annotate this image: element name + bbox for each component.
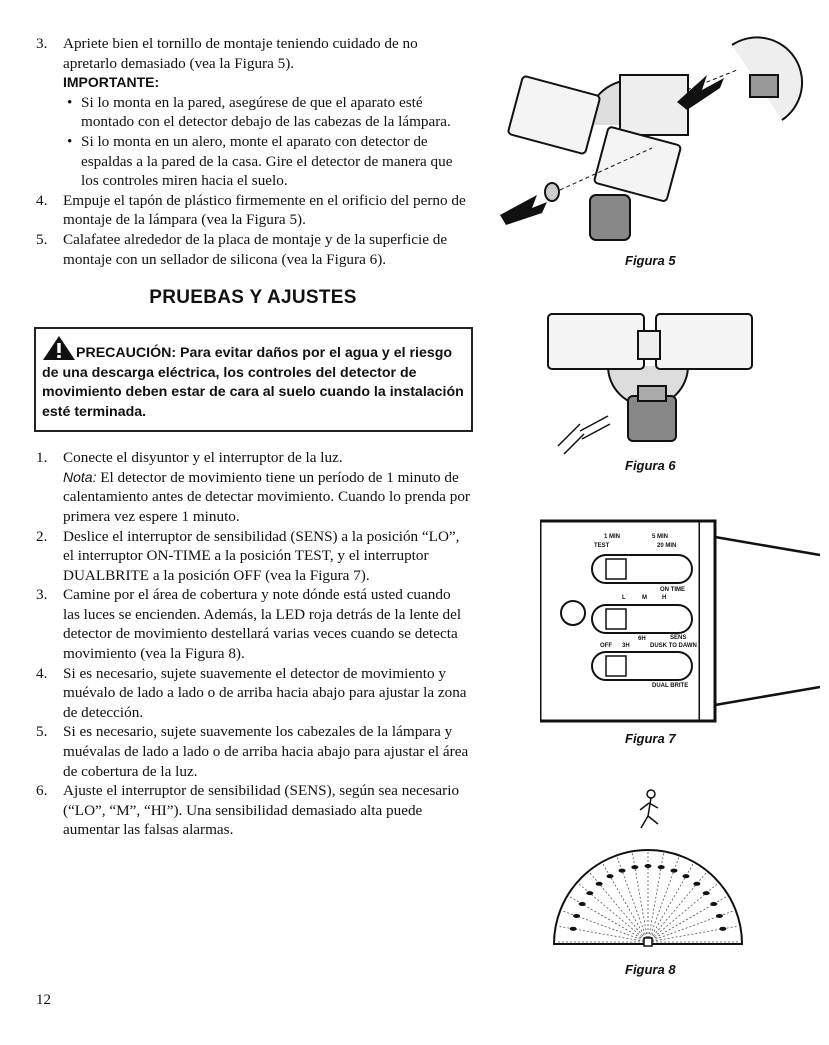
step-text: Apriete bien el tornillo de montaje teniendo cuidado de no apretarlo demasiado (vea la Figura 5). [63, 35, 418, 72]
footprint [658, 865, 665, 869]
figure-7-caption: Figura 7 [625, 731, 676, 746]
footprint [710, 902, 717, 906]
text-column [36, 34, 470, 840]
walking-person-icon [640, 790, 658, 828]
steps-b [36, 448, 470, 840]
important-label: IMPORTANTE: [63, 74, 160, 91]
footprint [570, 927, 577, 931]
step-b-2: 2. Deslice el interruptor de sensibilidad (SENS) a la posición “LO”, el interruptor ON-TIME a la posición TEST, y el interruptor DUALBRITE a la posición OFF (vea la Figura 7). [36, 527, 460, 584]
step-number: 3. [36, 35, 48, 52]
note-text: El detector de movimiento tiene un período de 1 minuto de calentamiento antes de detectar movimiento. Cuando lo prenda por primera vez espere 1 minuto. [63, 468, 470, 525]
caution-box [34, 327, 473, 432]
step-b-3: 3. Camine por el área de cobertura y note dónde está usted cuando las luces se encienden. Además, la LED roja detrás de la lente del detector de movimiento destellará varias veces cuando se detecta movimiento (vea la Figura 8). [36, 586, 462, 663]
section-title: PRUEBAS Y AJUSTES [149, 287, 357, 309]
footprint [716, 914, 723, 918]
footprint [619, 869, 626, 873]
step-b-4: 4. Si es necesario, sujete suavemente el detector de movimiento y muévalo de lado a lado o de arriba hacia abajo para ajustar la zona de detección. [36, 664, 467, 721]
page-number: 12 [36, 992, 51, 1008]
footprint [596, 882, 603, 886]
step-a-5: 5. Calafatee alrededor de la placa de montaje y de la superficie de montaje con un sellador de silicona (vea la Figura 6). [36, 230, 448, 268]
figure-6-illustration [538, 306, 760, 456]
step-b-6: 6. Ajuste el interruptor de sensibilidad (SENS), según sea necesario (“LO”, “M”, “HI”). Una sensibilidad demasiado alta puede aumentar las falsas alarmas. [36, 782, 460, 839]
footprint [586, 891, 593, 895]
note-label: Nota: [63, 468, 97, 485]
footprint [573, 914, 580, 918]
footprint [645, 864, 652, 868]
footprint [703, 891, 710, 895]
footprint [719, 927, 726, 931]
bullet-item: • Si lo monta en un alero, monte el aparato con detector de espaldas a la pared de la casa. Gire el detector de manera que los controles miren hacia el suelo. [67, 132, 453, 190]
step-b-5: 5. Si es necesario, sujete suavemente los cabezales de la lámpara y muévalas de lado a lado o de arriba hacia abajo para ajustar el área de cobertura de la luz. [36, 723, 469, 780]
footprint [631, 865, 638, 869]
step-b-1: 1. Conecte el disyuntor y el interruptor de la luz. Nota: El detector de movimiento tiene un período de 1 minuto de calentamiento antes de detectar movimiento. Cuando lo prenda por primera vez espere 1 minuto. [36, 449, 470, 525]
figure-5-caption: Figura 5 [625, 253, 676, 268]
figure-6-caption: Figura 6 [625, 458, 676, 473]
step-a-3 [36, 34, 470, 191]
figure-5-illustration [492, 30, 812, 250]
footprint [579, 902, 586, 906]
caution-text: PRECAUCIÓN: Para evitar daños por el agua y el riesgo de una descarga eléctrica, los controles del detector de movimiento deben estar de cara al suelo cuando la instalación esté terminada. [42, 345, 464, 420]
figure-7-illustration: 1 MIN TEST 5 MIN 20 MIN ON TIME L M H SENS 6H OFF 3H DUSK TO DAWN DUAL BRITE [540, 515, 822, 725]
footprint [693, 882, 700, 886]
figure-8-illustration [548, 788, 748, 956]
footprint [683, 874, 690, 878]
footprint [670, 869, 677, 873]
bullet-item: • Si lo monta en la pared, asegúrese de que el aparato esté montado con el detector debajo de las cabezas de la lámpara. [67, 93, 451, 131]
footprint [607, 874, 614, 878]
warning-triangle-icon [42, 335, 76, 361]
figure-8-caption: Figura 8 [625, 962, 676, 977]
step-a-4: 4. Empuje el tapón de plástico firmemente en el orificio del perno de montaje de la lámpara (vea la Figura 5). [36, 191, 466, 229]
